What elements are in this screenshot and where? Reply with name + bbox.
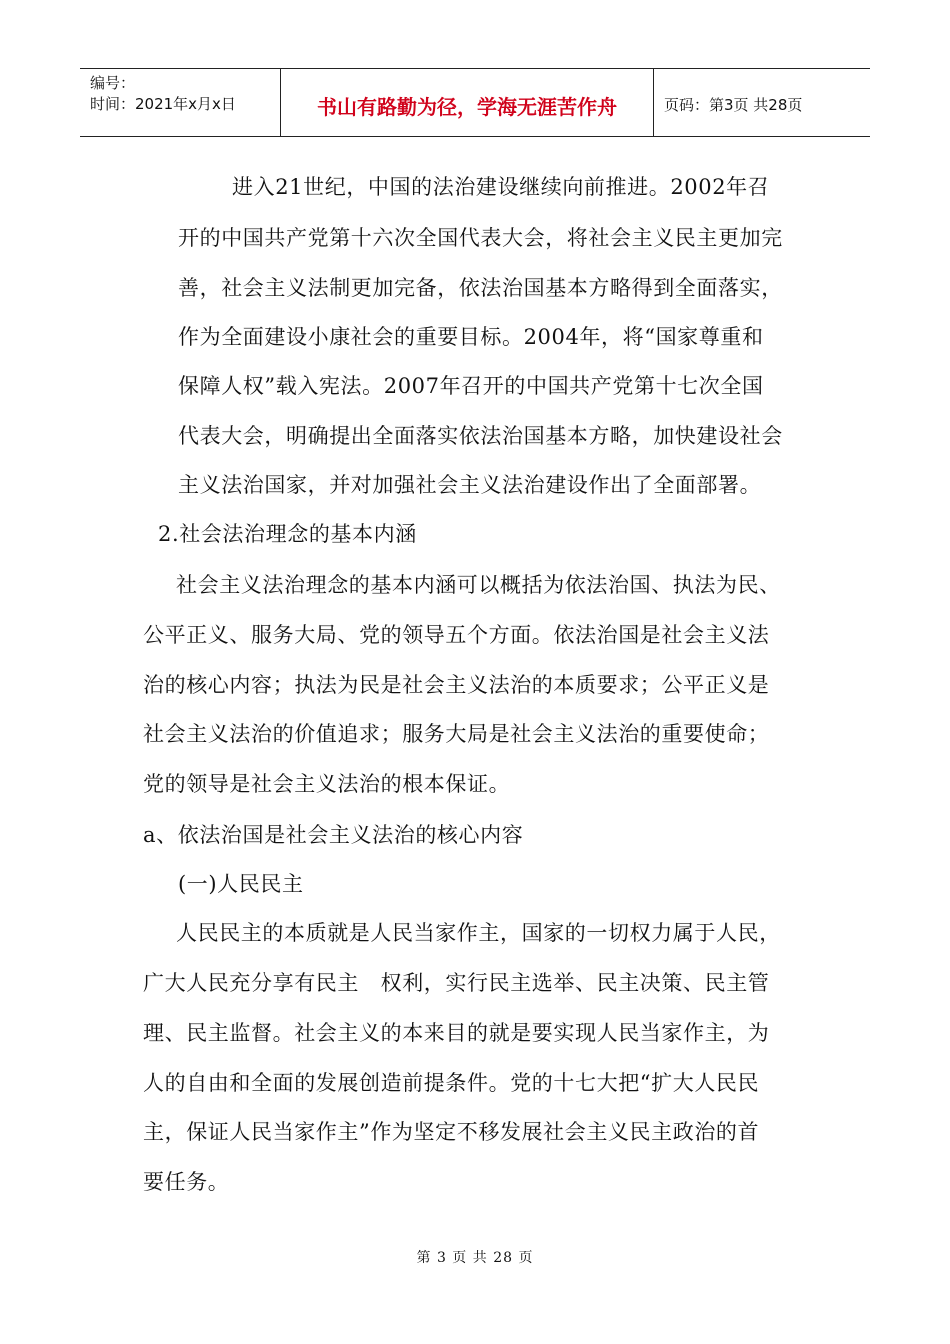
body-line: 要任务。 xyxy=(143,1170,230,1194)
body-line: 党的领导是社会主义法治的根本保证。 xyxy=(143,772,511,796)
subsection-heading: a、依法治国是社会主义法治的核心内容 xyxy=(143,823,524,847)
body-line: 社会主义法治理念的基本内涵可以概括为依法治国、执法为民、 xyxy=(176,573,781,597)
body-line: 主义法治国家，并对加强社会主义法治建设作出了全面部署。 xyxy=(178,473,762,497)
header-motto-cell xyxy=(281,69,654,136)
body-line: 保障人权”载入宪法。2007年召开的中国共产党第十七次全国 xyxy=(178,374,764,398)
document-date-label: 时间：2021年x月x日 xyxy=(90,95,236,113)
body-line: 进入21世纪，中国的法治建设继续向前推进。2002年召 xyxy=(232,175,770,199)
body-line: 主，保证人民当家作主”作为坚定不移发展社会主义民主政治的首 xyxy=(143,1120,760,1144)
header-motto: 书山有路勤为径，学海无涯苦作舟 xyxy=(317,95,617,119)
section-heading: 2.社会法治理念的基本内涵 xyxy=(158,522,417,546)
page-header xyxy=(80,68,870,137)
header-page-number: 页码：第3页 共28页 xyxy=(664,96,803,114)
body-line: 代表大会，明确提出全面落实依法治国基本方略，加快建设社会 xyxy=(178,424,783,448)
body-line: 作为全面建设小康社会的重要目标。2004年，将“国家尊重和 xyxy=(178,325,764,349)
body-line: 治的核心内容；执法为民是社会主义法治的本质要求；公平正义是 xyxy=(143,673,770,697)
body-line: 人的自由和全面的发展创造前提条件。党的十七大把“扩大人民民 xyxy=(143,1071,760,1095)
body-line: 广大人民充分享有民主 权利，实行民主选举、民主决策、民主管 xyxy=(143,971,770,995)
body-line: 理、民主监督。社会主义的本来目的就是要实现人民当家作主，为 xyxy=(143,1021,770,1045)
body-line: 公平正义、服务大局、党的领导五个方面。依法治国是社会主义法 xyxy=(143,623,770,647)
header-info-cell xyxy=(80,69,281,136)
subsection-heading: (一)人民民主 xyxy=(178,872,304,896)
body-line: 开的中国共产党第十六次全国代表大会，将社会主义民主更加完 xyxy=(178,226,783,250)
body-line: 人民民主的本质就是人民当家作主，国家的一切权力属于人民， xyxy=(176,921,781,945)
header-page-cell xyxy=(654,69,870,136)
page-footer: 第 3 页 共 28 页 xyxy=(416,1250,534,1266)
document-number-label: 编号： xyxy=(90,74,136,92)
body-line: 善，社会主义法制更加完备，依法治国基本方略得到全面落实， xyxy=(178,276,783,300)
body-line: 社会主义法治的价值追求；服务大局是社会主义法治的重要使命； xyxy=(143,722,770,746)
